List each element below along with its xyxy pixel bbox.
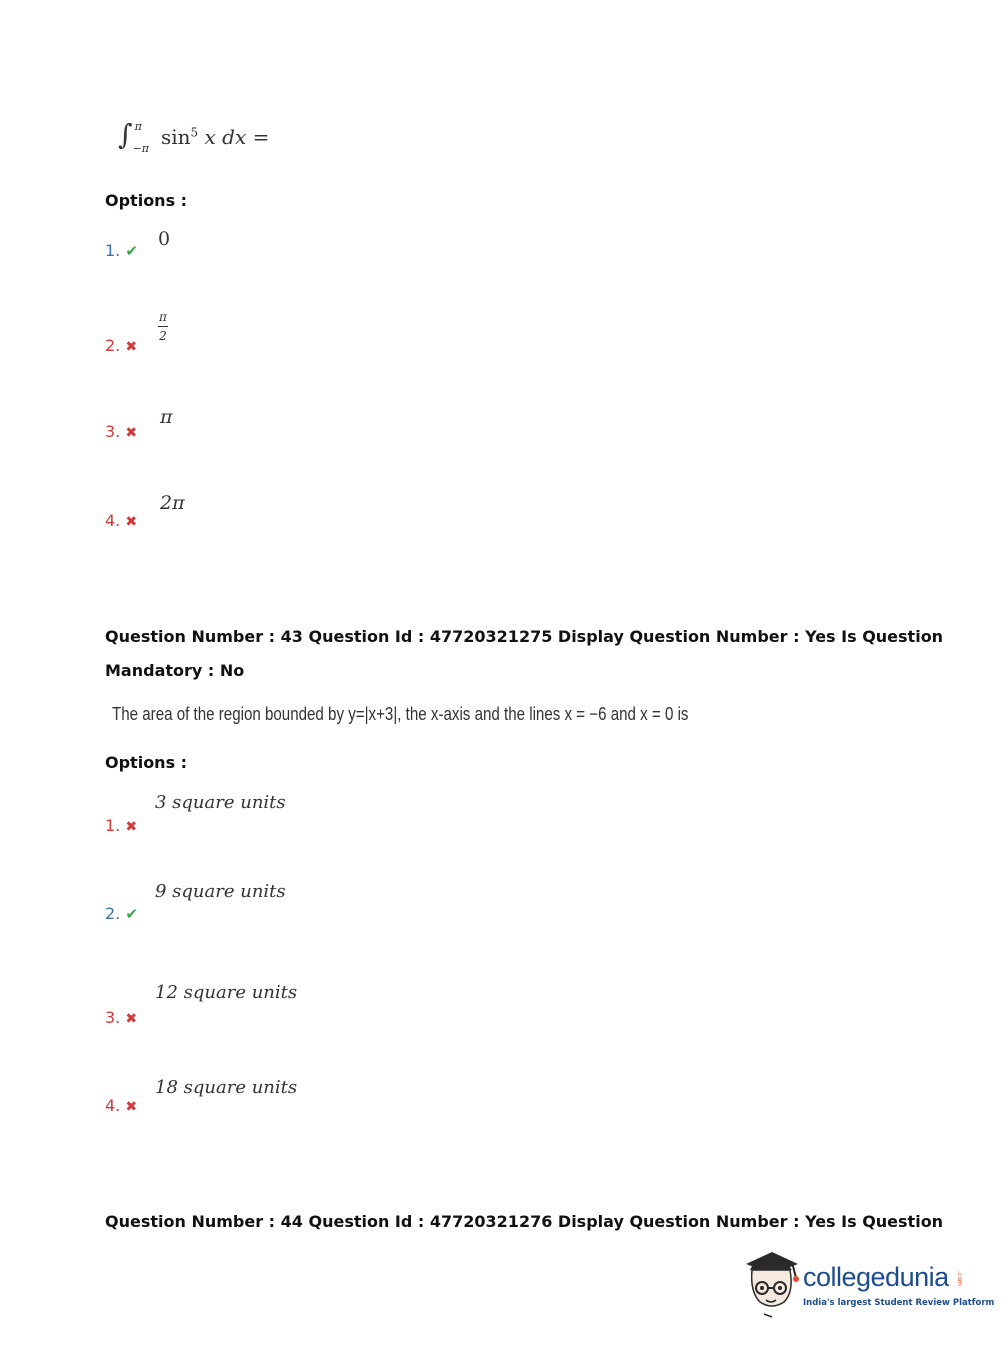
option-value: 3 square units xyxy=(155,792,286,813)
fraction-numerator: π xyxy=(159,310,167,324)
question-mandatory: Mandatory : No xyxy=(105,661,245,680)
integral-expression xyxy=(118,118,269,154)
integral-lower-limit: −π xyxy=(132,141,150,155)
integrand-rest: x dx = xyxy=(204,125,270,149)
fraction-denominator: 2 xyxy=(159,329,167,343)
cross-icon: ✖ xyxy=(125,425,138,441)
option-number: 2. ✖ xyxy=(105,336,138,355)
question-text: The area of the region bounded by y=|x+3|, the x-axis and the lines x = −6 and x = 0 is xyxy=(112,704,689,724)
option-value: 0 xyxy=(158,228,171,250)
question-header: Question Number : 44 Question Id : 47720321276 Display Question Number : Yes Is Question xyxy=(105,1212,944,1231)
option-value: 9 square units xyxy=(155,881,286,902)
cross-icon: ✖ xyxy=(125,1099,138,1115)
brand-wordmark: collegedunia xyxy=(803,1262,949,1292)
check-icon: ✔ xyxy=(125,905,138,923)
option-value: 2π xyxy=(160,492,185,514)
option-number: 4. ✖ xyxy=(105,511,138,530)
check-icon: ✔ xyxy=(125,242,138,260)
option-number: 2. ✔ xyxy=(105,904,138,923)
integrand-fn: sin xyxy=(160,125,191,149)
option-value: 18 square units xyxy=(155,1077,298,1098)
option-value: π xyxy=(160,406,173,428)
integral-sign: ∫ xyxy=(118,118,133,151)
option-number: 4. ✖ xyxy=(105,1096,138,1115)
integral-upper-limit: π xyxy=(134,119,142,133)
option-number: 3. ✖ xyxy=(105,422,138,441)
option-fraction xyxy=(158,306,168,343)
question-header: Question Number : 43 Question Id : 47720321275 Display Question Number : Yes Is Question xyxy=(105,627,944,646)
option-number: 1. ✔ xyxy=(105,241,138,260)
option-number: 1. ✖ xyxy=(105,816,138,835)
cross-icon: ✖ xyxy=(125,819,138,835)
cross-icon: ✖ xyxy=(125,514,138,530)
brand-domain: .com xyxy=(956,1271,963,1286)
cross-icon: ✖ xyxy=(125,1011,138,1027)
options-label: Options : xyxy=(105,191,188,210)
integrand-exponent: 5 xyxy=(190,125,199,140)
options-label: Options : xyxy=(105,753,188,772)
brand-tagline: India's largest Student Review Platform xyxy=(803,1298,995,1308)
fraction-bar xyxy=(158,326,168,327)
mascot-logo-icon xyxy=(742,1248,802,1320)
option-value: 12 square units xyxy=(155,982,298,1003)
option-number: 3. ✖ xyxy=(105,1008,138,1027)
cross-icon: ✖ xyxy=(125,339,138,355)
